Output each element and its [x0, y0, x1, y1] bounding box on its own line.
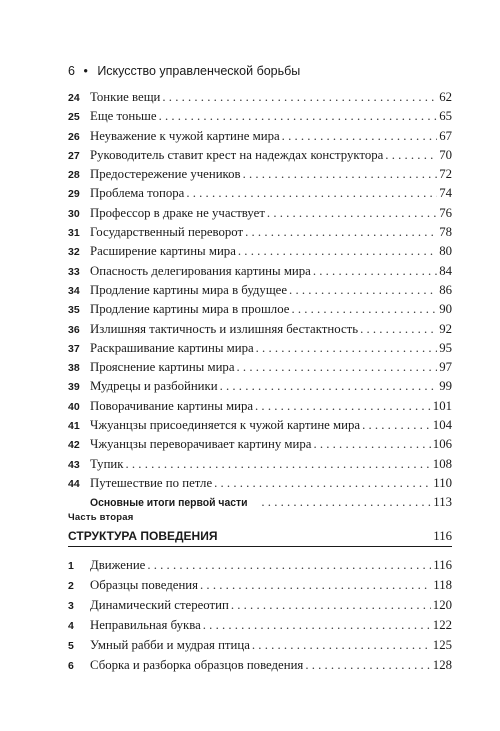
toc-entry[interactable]: [68, 555, 452, 575]
entry-title: Предостережение учеников: [90, 167, 241, 182]
entry-page: 74: [439, 186, 452, 201]
toc-part-two-entries: [68, 555, 452, 675]
part-heading[interactable]: [68, 526, 452, 547]
entry-number: 32: [68, 246, 80, 259]
entry-page: 92: [439, 321, 452, 336]
toc-entry[interactable]: [68, 165, 452, 184]
entry-page: 90: [439, 302, 452, 317]
dot-leader: [255, 397, 431, 416]
entry-page: 118: [433, 578, 452, 592]
entry-page: 86: [439, 282, 452, 297]
toc-entry[interactable]: [68, 635, 452, 655]
entry-title: Тонкие вещи: [90, 90, 161, 104]
entry-number: 28: [68, 169, 80, 182]
entry-title: Государственный переворот: [90, 225, 244, 240]
entry-page: 128: [432, 658, 452, 672]
toc-entry[interactable]: [68, 595, 452, 615]
entry-title: Тупик: [90, 456, 124, 471]
entry-title: Сборка и разборка образцов поведения: [90, 658, 304, 672]
entry-number: 24: [68, 92, 80, 104]
toc-entry[interactable]: [68, 416, 452, 435]
entry-number: 38: [68, 362, 80, 375]
entry-number: 34: [68, 284, 80, 297]
toc-entry[interactable]: [68, 655, 452, 675]
dot-leader: [203, 615, 431, 635]
toc-entry[interactable]: [68, 146, 452, 165]
dot-leader: [289, 281, 437, 300]
dot-leader: [186, 184, 437, 203]
entry-number: 39: [68, 381, 80, 394]
toc-entry[interactable]: [68, 281, 452, 300]
entry-number: 36: [68, 323, 80, 336]
entry-title: Еще тоньше: [90, 109, 157, 124]
part-label: Часть вторая: [68, 512, 134, 523]
entry-page: 110: [433, 475, 452, 490]
entry-page: 65: [439, 109, 452, 124]
entry-page: 97: [439, 360, 452, 375]
entry-title: Излишняя тактичность и излишняя бестактность: [90, 321, 359, 336]
toc-entry[interactable]: [68, 575, 452, 595]
toc-entry[interactable]: [68, 455, 452, 474]
running-header: [68, 64, 448, 78]
dot-leader: [238, 242, 437, 261]
entry-title: Динамический стереотип: [90, 598, 229, 612]
summary-page: 113: [433, 495, 452, 510]
entry-page: 99: [439, 379, 452, 394]
dot-leader: [147, 555, 431, 575]
entry-number: 29: [68, 188, 80, 201]
dot-leader: [362, 416, 431, 435]
dot-leader: [313, 262, 437, 281]
dot-leader: [252, 635, 431, 655]
entry-title: Умный рабби и мудрая птица: [90, 638, 250, 652]
entry-page: 125: [432, 638, 452, 652]
entry-page: 78: [439, 225, 452, 240]
entry-title: Чжуанцзы присоединяется к чужой картине мира: [90, 418, 361, 433]
dot-leader: [200, 575, 431, 595]
entry-title: Образцы поведения: [90, 578, 199, 592]
header-book-title: Искусство управленческой борьбы: [97, 64, 301, 78]
dot-leader: [243, 165, 438, 184]
entry-number: 1: [68, 560, 74, 572]
entry-title: Продление картины мира в будущее: [90, 282, 288, 297]
dot-leader: [214, 474, 431, 493]
dot-leader: [282, 127, 438, 146]
dot-leader: [162, 88, 437, 107]
entry-page: 120: [432, 598, 452, 612]
entry-number: 43: [68, 458, 80, 471]
entry-title: Неуважение к чужой картине мира: [90, 128, 280, 143]
entry-title: Проблема топора: [90, 186, 185, 201]
toc-entry[interactable]: [68, 474, 452, 493]
entry-page: 106: [432, 437, 452, 452]
dot-leader: [267, 204, 437, 223]
entry-page: 76: [439, 205, 452, 220]
entry-title: Поворачивание картины мира: [90, 398, 254, 413]
entry-number: 4: [68, 620, 74, 632]
toc-entry[interactable]: [68, 397, 452, 416]
entry-title: Расширение картины мира: [90, 244, 236, 259]
toc-entry[interactable]: [68, 127, 452, 146]
entry-number: 25: [68, 111, 80, 124]
entry-page: 67: [439, 128, 452, 143]
entry-number: 30: [68, 207, 80, 220]
dot-leader: [126, 455, 431, 474]
toc-entry[interactable]: [68, 615, 452, 635]
entry-number: 42: [68, 439, 80, 452]
toc-entry[interactable]: [68, 107, 452, 126]
dot-leader: [231, 595, 431, 615]
entry-number: 37: [68, 342, 80, 355]
entry-number: 44: [68, 477, 80, 490]
entry-title: Чжуанцзы переворачивает картину мира: [90, 437, 312, 452]
entry-title: Продление картины мира в прошлое: [90, 302, 290, 317]
toc-entry[interactable]: [68, 339, 452, 358]
dot-leader: [291, 300, 437, 319]
entry-number: 6: [68, 660, 74, 672]
entry-title: Прояснение картины мира: [90, 360, 235, 375]
entry-number: 27: [68, 149, 80, 162]
entry-number: 3: [68, 600, 74, 612]
entry-title: Мудрецы и разбойники: [90, 379, 218, 394]
summary-title: Основные итоги первой части: [90, 497, 248, 510]
entry-number: 35: [68, 304, 80, 317]
entry-number: 26: [68, 130, 80, 143]
entry-page: 108: [432, 456, 452, 471]
toc-entry[interactable]: [68, 88, 452, 107]
entry-number: 33: [68, 265, 80, 278]
dot-leader: [385, 146, 437, 165]
entry-number: 40: [68, 400, 80, 413]
header-page-number: 6: [68, 64, 75, 78]
entry-number: 5: [68, 640, 74, 652]
toc-entry[interactable]: [68, 242, 452, 261]
entry-page: 101: [432, 398, 452, 413]
entry-page: 62: [439, 90, 452, 104]
entry-number: 41: [68, 420, 80, 433]
entry-title: Движение: [90, 558, 146, 572]
entry-title: Руководитель ставит крест на надеждах конструктора: [90, 147, 384, 162]
dot-leader: [360, 320, 437, 339]
dot-leader: [256, 339, 438, 358]
toc-part-two: [68, 510, 452, 675]
toc-entry[interactable]: [68, 184, 452, 203]
entry-page: 70: [439, 147, 452, 162]
entry-page: 72: [439, 167, 452, 182]
dot-leader: [237, 358, 438, 377]
entry-title: Раскрашивание картины мира: [90, 340, 254, 355]
toc-entry[interactable]: [68, 435, 452, 454]
entry-number: 2: [68, 580, 74, 592]
toc-part-one: [68, 88, 452, 513]
entry-title: Неправильная буква: [90, 618, 201, 632]
entry-page: 104: [432, 418, 452, 433]
entry-title: Путешествие по петле: [90, 475, 213, 490]
dot-leader: [159, 107, 438, 126]
entry-number: 31: [68, 227, 80, 240]
header-bullet: •: [83, 64, 88, 78]
part-page: 116: [433, 529, 452, 543]
toc-entry[interactable]: [68, 377, 452, 396]
dot-leader: [245, 223, 437, 242]
entry-title: Опасность делегирования картины мира: [90, 263, 311, 278]
entry-page: 122: [432, 618, 452, 632]
entry-page: 116: [433, 558, 452, 572]
toc-entry[interactable]: [68, 223, 452, 242]
dot-leader: [220, 377, 438, 396]
dot-leader: [313, 435, 430, 454]
toc-entry[interactable]: [68, 300, 452, 319]
entry-page: 84: [439, 263, 452, 278]
toc-entry[interactable]: [68, 262, 452, 281]
entry-page: 95: [439, 340, 452, 355]
toc-entry[interactable]: [68, 204, 452, 223]
part-title: СТРУКТУРА ПОВЕДЕНИЯ: [68, 529, 218, 543]
toc-entry[interactable]: [68, 320, 452, 339]
entry-page: 80: [439, 244, 452, 259]
dot-leader: [305, 655, 430, 675]
toc-entry[interactable]: [68, 358, 452, 377]
entry-title: Профессор в драке не участвует: [90, 205, 265, 220]
